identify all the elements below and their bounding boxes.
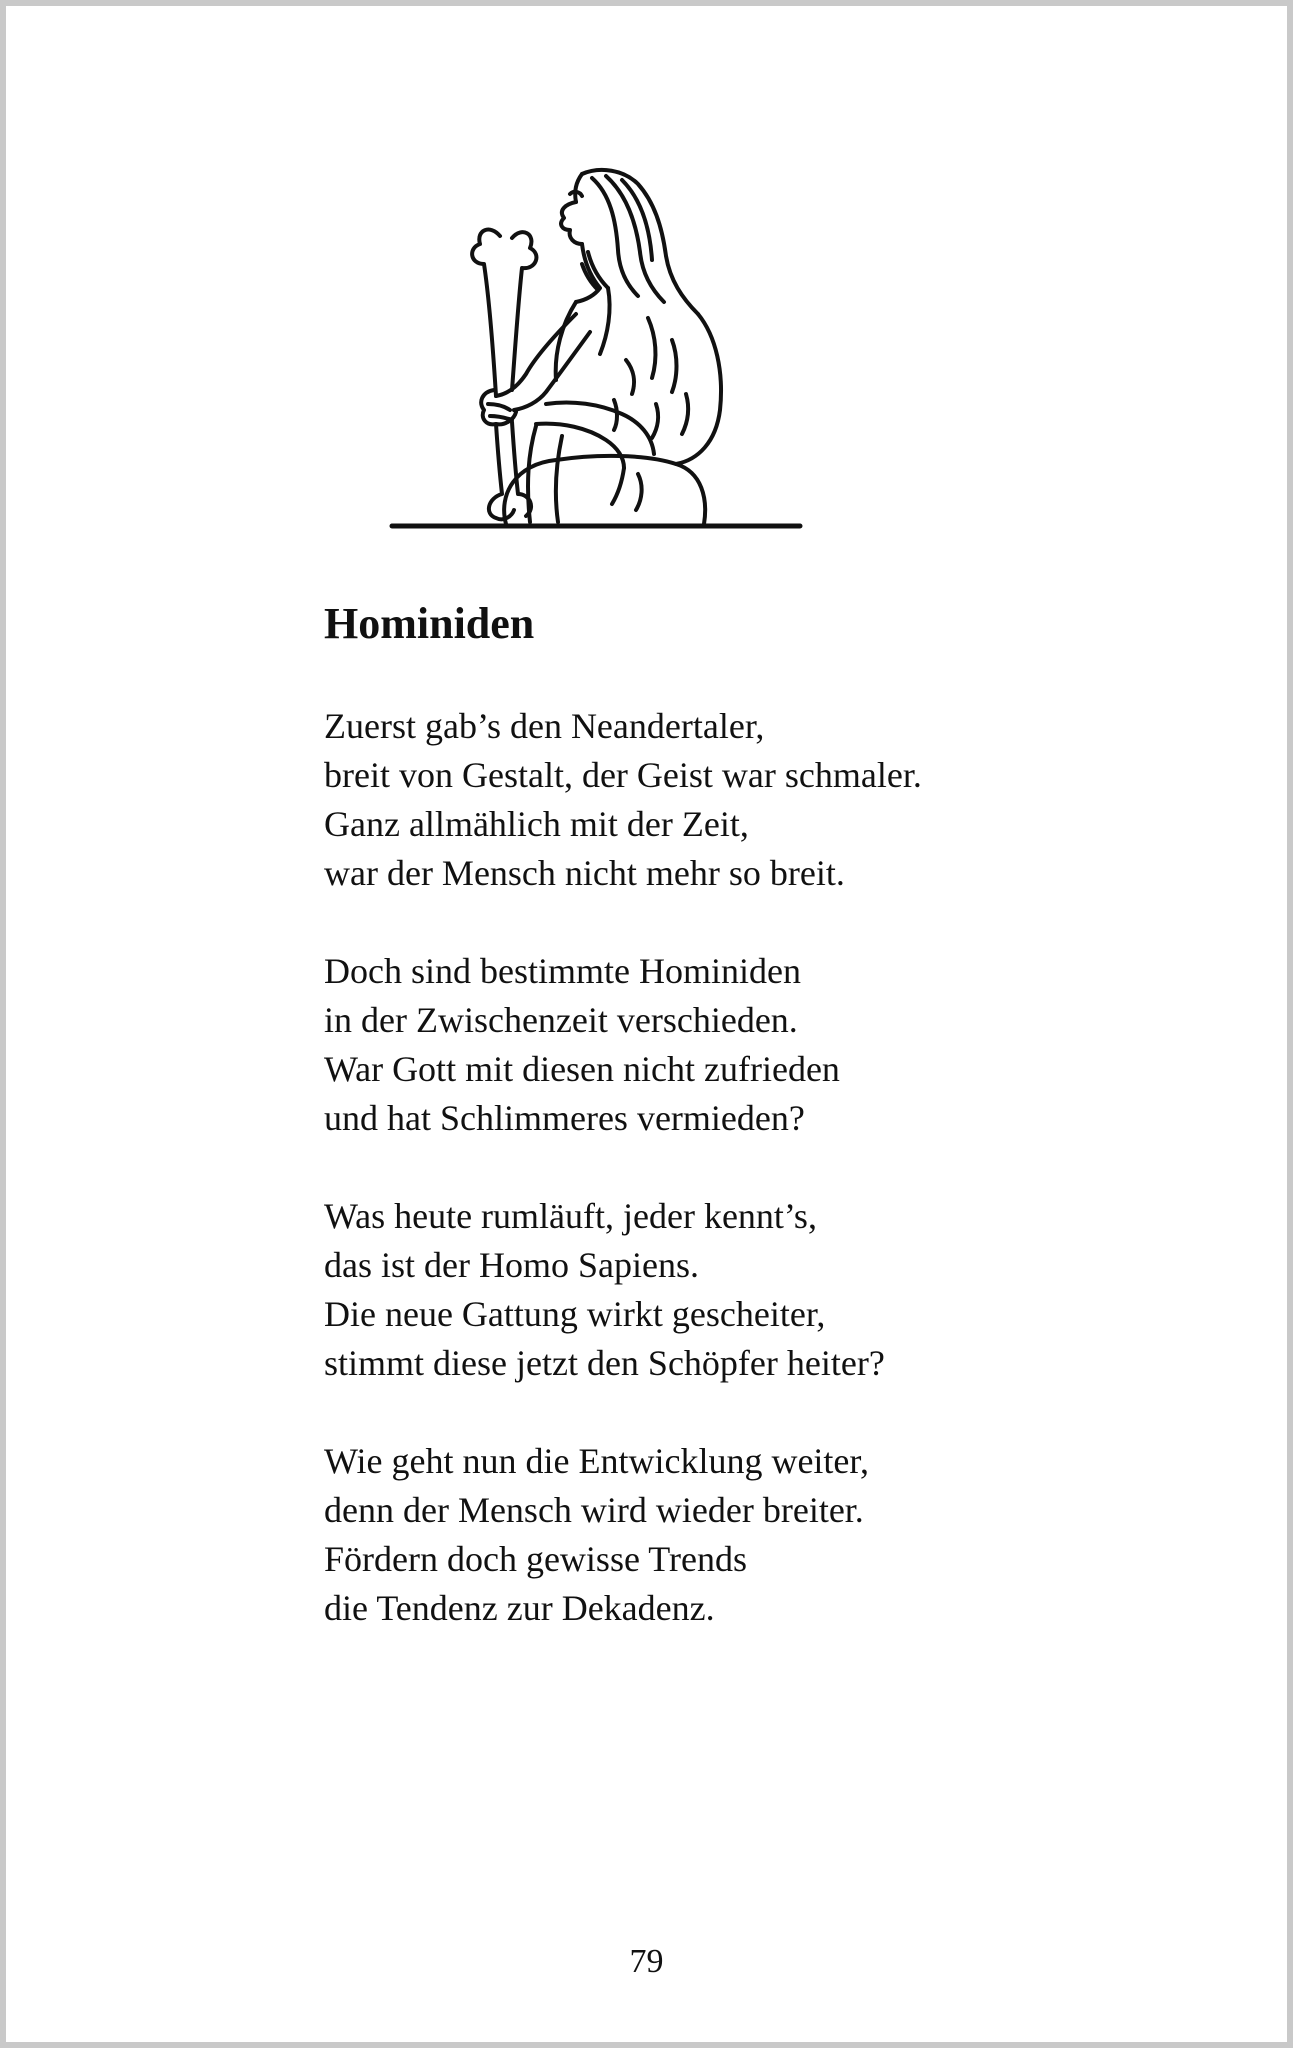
page-number: 79 [629,1943,664,1980]
verse-line: Was heute rumläuft, jeder kennt’s, [324,1196,817,1236]
verse-line: Zuerst gab’s den Neandertaler, [324,706,765,746]
verse-line: Wie geht nun die Entwicklung weiter, [324,1441,869,1481]
verse-line: breit von Gestalt, der Geist war schmaler. [324,755,922,795]
verse-line: in der Zwischenzeit verschieden. [324,1000,798,1040]
verse-line: War Gott mit diesen nicht zufrieden [324,1049,840,1089]
verse-line: das ist der Homo Sapiens. [324,1245,699,1285]
verse-line: die Tendenz zur Dekadenz. [324,1588,715,1628]
verse-line: war der Mensch nicht mehr so breit. [324,853,845,893]
book-page [6,6,1287,2042]
stanza-3 [324,1192,1224,1388]
poem-body [324,702,1224,1682]
verse-line: stimmt diese jetzt den Schöpfer heiter? [324,1343,885,1383]
verse-line: Die neue Gattung wirkt gescheiter, [324,1294,826,1334]
verse-line: Ganz allmählich mit der Zeit, [324,804,749,844]
verse-line: Doch sind bestimmte Hominiden [324,951,801,991]
stanza-1 [324,702,1224,898]
verse-line: Fördern doch gewisse Trends [324,1539,747,1579]
verse-line: und hat Schlimmeres vermieden? [324,1098,805,1138]
stanza-2 [324,947,1224,1143]
verse-line: denn der Mensch wird wieder breiter. [324,1490,864,1530]
caveman-with-bone-icon [386,164,806,538]
stanza-4 [324,1437,1224,1633]
poem-title: Hominiden [324,599,535,648]
